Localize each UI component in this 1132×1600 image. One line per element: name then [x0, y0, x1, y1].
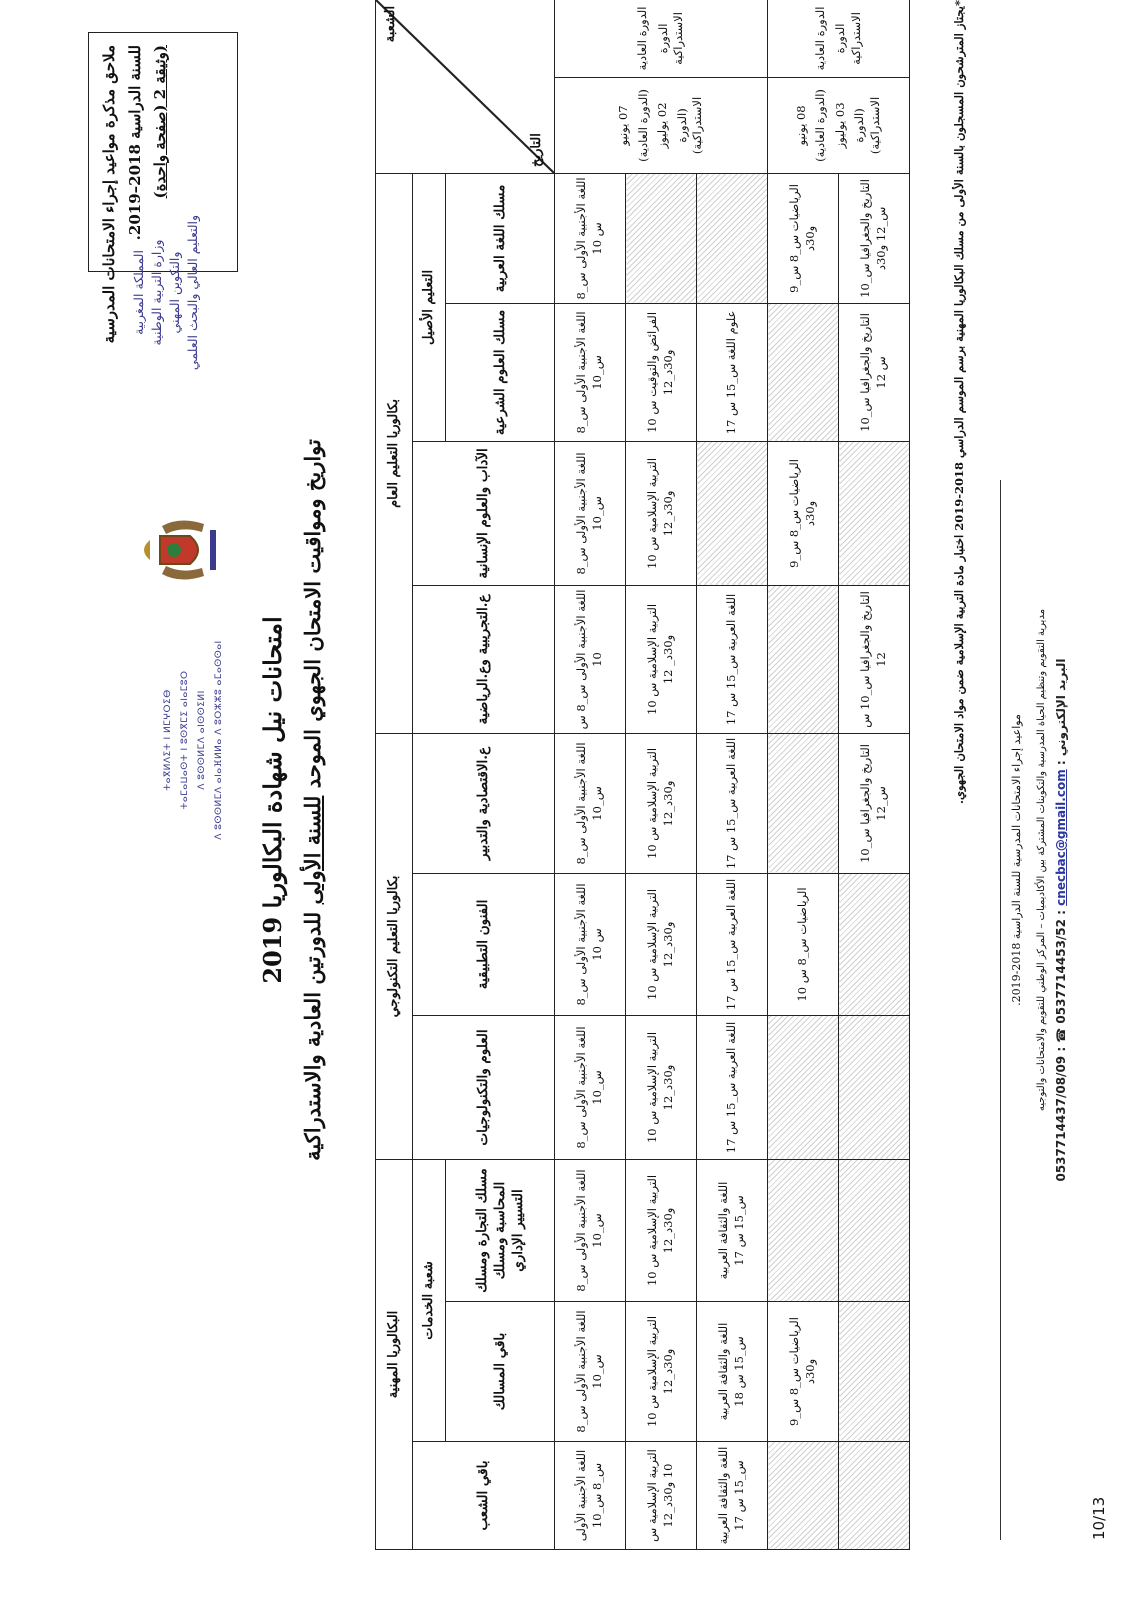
exam-cell: اللغة الأجنبية الأولى س_8 س 10	[555, 873, 626, 1015]
exam-cell: اللغة الأجنبية الأولى س_8 س_10	[555, 733, 626, 873]
footer-directorate: مديرية التقويم وتنظيم الحياة المدرسية والتكوينات المشتركة بين الأكاديميات – المركز الوطني للتقويم والامتحانات والتوجيه	[1036, 608, 1047, 1112]
session-catchup-2: الدورة الاستدراكية	[833, 12, 863, 65]
subtitle-part-a: تواريخ ومواقيت الامتحان الجهوي الموحد	[300, 439, 325, 796]
exam-cell: الرياضيات س_8 س_9 و30د	[768, 173, 839, 303]
session-pair-1	[555, 0, 768, 77]
exam-cell: التربية الإسلامية س 10 و30د_ 12	[626, 585, 697, 733]
session-catchup-1: الدورة الاستدراكية	[655, 12, 686, 65]
empty-hatched-cell	[768, 1442, 839, 1550]
exam-cell: التاريخ والجغرافيا س_10 س_12 و30د	[839, 173, 910, 303]
date-cell-1	[555, 77, 768, 173]
col-serv-rest: باقي المسالك	[446, 1302, 555, 1442]
footer-divider	[1000, 480, 1001, 1540]
table-corner-header	[376, 0, 555, 173]
exam-cell: اللغة العربية س_15 س 17	[697, 585, 768, 733]
corner-date-label: التاريخ	[529, 133, 545, 167]
empty-hatched-cell	[839, 441, 910, 585]
empty-hatched-cell	[839, 1015, 910, 1159]
exam-cell: اللغة والثقافة العربية س_15 س 17	[697, 1160, 768, 1302]
exam-cell: التاريخ والجغرافيا س_10 س 12	[839, 303, 910, 441]
ministry-tf-3: ⴷ ⵓⵙⵙⵍⵎⴷ ⴰⵏⵙⵙⵉⵍⵏ	[197, 690, 208, 790]
exam-cell: اللغة العربية س_15 س 17	[697, 1015, 768, 1159]
exam-cell: الرياضيات س_8 س 10	[768, 873, 839, 1015]
col-arabic-lang: مسلك اللغة العربية	[446, 173, 555, 303]
date-1b-session: (الدورة الاستدراكية)	[674, 96, 705, 155]
group-original: التعليم الأصيل	[413, 173, 446, 441]
empty-hatched-cell	[697, 441, 768, 585]
annex-line-3: (وثيقة 2 (صفحة واحدة)	[151, 45, 169, 199]
subtitle-part-b: للدورتين العادية والاستدراكية	[300, 904, 325, 1161]
group-prof: البكالوريا المهنية	[376, 1160, 413, 1550]
exam-cell: التربية الإسلامية س 10 و30د_12	[626, 733, 697, 873]
empty-hatched-cell	[768, 585, 839, 733]
date-2-day: 08 يونيو	[793, 105, 808, 146]
footer-reference: مواعيد إجراء الامتحانات المدرسية للسنة الدراسية 2018-2019.	[1010, 714, 1023, 1006]
empty-hatched-cell	[697, 173, 768, 303]
page-title: امتحانات نيل شهادة البكالوريا 2019	[258, 616, 287, 984]
footnote: *يجتاز المترشحون المسجلون بالسنة الأولى من مسلك البكالوريا المهنية برسم الموسم الدراسي 2018-2019 اختبار مادة التربية الإسلامية ضمن مواد الامتحان الجهوي.	[952, 0, 966, 805]
table-row	[768, 0, 839, 1550]
session-ordinary-2: الدورة العادية	[812, 6, 827, 71]
footer-email-link[interactable]: cnecbac@gmail.com	[1054, 769, 1068, 906]
empty-hatched-cell	[768, 733, 839, 873]
empty-hatched-cell	[839, 1160, 910, 1302]
ministry-header	[130, 200, 250, 840]
table-row	[555, 0, 626, 1550]
col-commerce: مسلك التجارة ومسلك المحاسبة ومسلك التسيير الإداري	[446, 1160, 555, 1302]
exam-cell: اللغة الأجنبية الأولى س_8 س_10	[555, 441, 626, 585]
date-cell-2	[768, 77, 910, 173]
table-row	[626, 0, 697, 1550]
col-sharia: مسلك العلوم الشرعية	[446, 303, 555, 441]
exam-cell: اللغة الأجنبية الأولى س_8 س 10	[555, 173, 626, 303]
col-prof-rest: باقي الشعب	[413, 1442, 555, 1550]
table-row	[839, 0, 910, 1550]
exam-cell: اللغة الأجنبية الأولى س_8 س_10	[555, 1160, 626, 1302]
exam-cell: اللغة الأجنبية الأولى س_8 س_10	[555, 1442, 626, 1550]
exam-cell: الفرائض والتوقيت س 10 و30د_12	[626, 303, 697, 441]
exam-cell: التربية الإسلامية س 10 و30د_12	[626, 441, 697, 585]
date-2b-session: (الدورة الاستدراكية)	[852, 96, 882, 155]
col-arts: الفنون التطبيقية	[413, 873, 555, 1015]
date-2b-day: 03 يوليوز	[832, 102, 847, 149]
exam-cell: التربية الإسلامية س 10 و30د_12	[626, 1160, 697, 1302]
exam-cell: الرياضيات س_8 س_9 و30د	[768, 441, 839, 585]
session-pair-2	[768, 0, 910, 77]
exam-cell: اللغة العربية س_15 س 17	[697, 873, 768, 1015]
date-1b-day: 02 يوليوز	[655, 102, 670, 149]
col-sciences: ع.التجريبية وع.الرياضية	[413, 585, 555, 733]
group-general: بكالوريا التعليم العام	[376, 173, 413, 733]
ministry-tf-4: ⴷ ⵓⵙⵙⵍⵎⴷ ⴰⵏⴰⴼⵍⵍⴰ ⴷ ⵓⵔⵣⵣⵓ ⴰⵎⴰⵙⵙⴰⵏ	[214, 640, 225, 840]
empty-hatched-cell	[626, 173, 697, 303]
ministry-ar-1: المملكة المغربية	[131, 250, 146, 335]
table-row	[697, 0, 768, 1550]
subtitle-underlined: للسنة الأولى	[300, 795, 325, 905]
ministry-arabic	[130, 200, 203, 385]
exam-cell: التربية الإسلامية س 10 و30د_12	[626, 1015, 697, 1159]
exam-cell: اللغة العربية س_15 س 17	[697, 733, 768, 873]
empty-hatched-cell	[768, 1015, 839, 1159]
exam-cell: التاريخ والجغرافيا س_10 س 12	[839, 585, 910, 733]
empty-hatched-cell	[839, 873, 910, 1015]
exam-cell: اللغة الأجنبية الأولى س_8 س_10	[555, 1015, 626, 1159]
page-subtitle	[300, 250, 325, 1350]
corner-branch-label: الشعبة	[383, 5, 398, 43]
exam-cell: التربية الإسلامية س 10 و30د_12	[626, 1442, 697, 1550]
date-1-session: (الدورة العادية)	[635, 89, 650, 162]
exam-cell: اللغة والثقافة العربية س_15 س 17	[697, 1442, 768, 1550]
group-services: شعبة الخدمات	[413, 1160, 446, 1442]
date-1-day: 07 يونيو	[616, 105, 631, 146]
group-tech: بكالوريا التعليم التكنولوجي	[376, 733, 413, 1159]
col-sti: العلوم والتكنولوجيات	[413, 1015, 555, 1159]
ministry-ar-2: وزارة التربية الوطنية	[149, 239, 165, 346]
empty-hatched-cell	[768, 1160, 839, 1302]
ministry-tf-1: ⵜⴰⴳⵍⴷⵉⵜ ⵏ ⵍⵎⵖⵔⵉⴱ	[163, 689, 173, 791]
col-eco: ع.الاقتصادية والتدبير	[413, 733, 555, 873]
ministry-tifinagh	[160, 640, 228, 840]
exam-cell: اللغة الأجنبية الأولى س_8 س_10	[555, 303, 626, 441]
footer-email-label: : البريد الإلكتروني	[1054, 658, 1068, 766]
date-2-session: (الدورة العادية)	[813, 89, 828, 162]
exam-cell: التربية الإسلامية س 10 و30د_12	[626, 1302, 697, 1442]
page-number: 10/13	[1090, 1496, 1108, 1540]
exam-cell: اللغة الأجنبية الأولى س_8 س_10	[555, 1302, 626, 1442]
exam-cell: التاريخ والجغرافيا س_10 س_12	[839, 733, 910, 873]
ministry-tf-2: ⵜⴰⵎⴰⵡⴰⵙⵜ ⵏ ⵓⵙⴳⵎⵉ ⴰⵏⴰⵎⵓⵔ	[180, 670, 191, 810]
session-ordinary-1: الدورة العادية	[635, 6, 650, 71]
ministry-ar-3: والتكوين المهني	[167, 251, 183, 334]
coat-of-arms-icon	[130, 510, 225, 590]
annex-line-2: للسنة الدراسية 2018–2019.	[125, 45, 144, 241]
ministry-ar-4: والتعليم العالي والبحث العلمي	[185, 214, 201, 371]
exam-cell: اللغة والثقافة العربية س_15 س 18	[697, 1302, 768, 1442]
empty-hatched-cell	[768, 303, 839, 441]
col-letters: الآداب والعلوم الإنسانية	[413, 441, 555, 585]
empty-hatched-cell	[839, 1302, 910, 1442]
exam-cell: التربية الإسلامية س 10 و30د_12	[626, 873, 697, 1015]
exam-cell: علوم اللغة س_15 س 17	[697, 303, 768, 441]
footer-contact	[1054, 360, 1068, 1480]
exam-cell: الرياضيات س_8 س_9 و30د	[768, 1302, 839, 1442]
schedule-table	[375, 0, 910, 1550]
exam-cell: اللغة الأجنبية الأولى س_8 س 10	[555, 585, 626, 733]
annex-line-1: ملاحق مذكرة مواعيد إجراء الامتحانات المدرسية	[100, 45, 118, 344]
footer-phone: 0537714437/08/09 : ☎ 0537714453/52 :	[1054, 910, 1068, 1182]
empty-hatched-cell	[839, 1442, 910, 1550]
